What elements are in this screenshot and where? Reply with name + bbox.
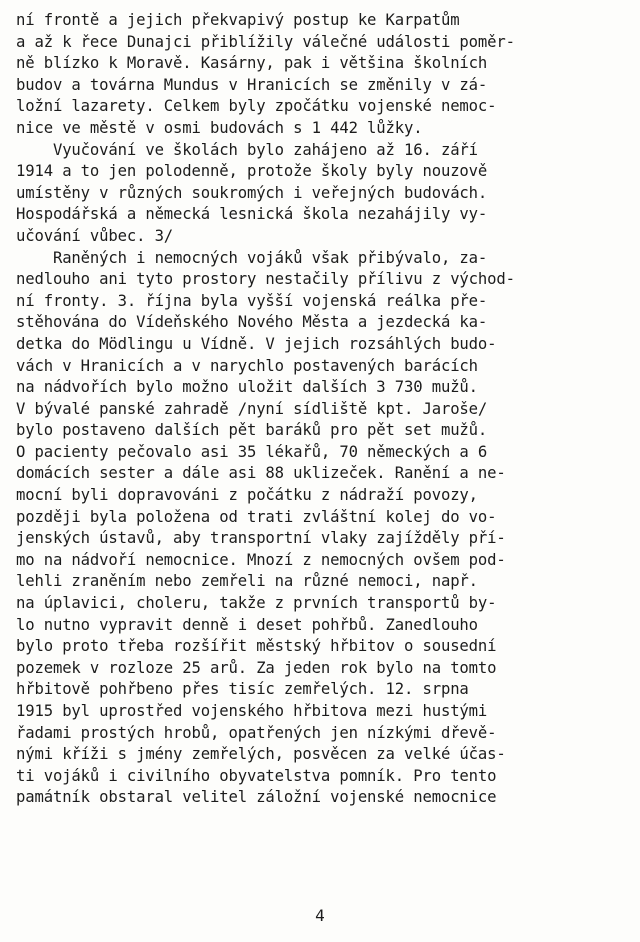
text-line: ní fronty. 3. října byla vyšší vojenská reálka pře-	[16, 291, 488, 310]
page-number: 4	[315, 906, 325, 925]
text-line: lo nutno vypravit denně i deset pohřbů. Zanedlouho	[16, 615, 478, 634]
text-line: ti vojáků i civilního obyvatelstva pomník. Pro tento	[16, 766, 497, 785]
text-line: mocní byli dopravováni z počátku z nádraží povozy,	[16, 486, 478, 505]
text-line: umístěny v různých soukromých i veřejných budovách.	[16, 183, 488, 202]
body-text	[16, 10, 636, 809]
text-line: na nádvořích bylo možno uložit dalších 3 730 mužů.	[16, 378, 478, 397]
text-line: nedlouho ani tyto prostory nestačily přílivu z východ-	[16, 270, 515, 289]
text-line: Hospodářská a německá lesnická škola nezahájily vy-	[16, 205, 488, 224]
text-line: hřbitově pohřbeno přes tisíc zemřelých. 12. srpna	[16, 680, 469, 699]
text-line: detka do Mödlingu u Vídně. V jejich rozsáhlých budo-	[16, 334, 497, 353]
text-line: bylo proto třeba rozšířit městský hřbitov o sousední	[16, 637, 497, 656]
text-line: ní frontě a jejich překvapivý postup ke Karpatům	[16, 11, 460, 29]
text-line: na úplavici, choleru, takže z prvních transportů by-	[16, 594, 497, 613]
text-line: později byla položena od trati zvláštní kolej do vo-	[16, 507, 497, 526]
text-line: lehli zraněním nebo zemřeli na různé nemoci, např.	[16, 572, 478, 591]
text-line: památník obstaral velitel záložní vojenské nemocnice	[16, 788, 497, 807]
text-line: nými kříži s jmény zemřelých, posvěcen za velké účas-	[16, 745, 506, 764]
text-line: a až k řece Dunajci přiblížily válečné události poměr-	[16, 32, 515, 51]
text-line: pozemek v rozloze 25 arů. Za jeden rok bylo na tomto	[16, 658, 497, 677]
text-line: řadami prostých hrobů, opatřených jen nízkými dřevě-	[16, 723, 497, 742]
text-line: jenských ústavů, aby transportní vlaky zajížděly pří-	[16, 529, 506, 548]
text-line: 1914 a to jen polodenně, protože školy byly nouzově	[16, 162, 488, 181]
text-line: nice ve městě v osmi budovách s 1 442 lůžky.	[16, 118, 423, 137]
text-line: O pacienty pečovalo asi 35 lékařů, 70 německých a 6	[16, 442, 488, 461]
text-line: V bývalé panské zahradě /nyní sídliště kpt. Jaroše/	[16, 399, 488, 418]
text-line: stěhována do Vídeňského Nového Města a jezdecká ka-	[16, 313, 488, 332]
text-line: mo na nádvoří nemocnice. Mnozí z nemocných ovšem pod-	[16, 550, 506, 569]
text-line: domácích sester a dále asi 88 uklizeček. Ranění a ne-	[16, 464, 506, 483]
text-line: vách v Hranicích a v narychlo postavených barácích	[16, 356, 478, 375]
text-line: 1915 byl uprostřed vojenského hřbitova mezi hustými	[16, 702, 488, 720]
text-line: učování vůbec. 3/	[16, 226, 174, 245]
text-line: ně blízko k Moravě. Kasárny, pak i většina školních	[16, 54, 488, 73]
text-line: Vyučování ve školách bylo zahájeno až 16. září	[16, 140, 478, 159]
text-line: Raněných i nemocných vojáků však přibývalo, za-	[16, 248, 488, 267]
text-line: budov a továrna Mundus v Hranicích se změnily v zá-	[16, 75, 488, 94]
text-line: bylo postaveno dalších pět baráků pro pět set mužů.	[16, 421, 488, 440]
text-line: ložní lazarety. Celkem byly zpočátku vojenské nemoc-	[16, 97, 497, 116]
